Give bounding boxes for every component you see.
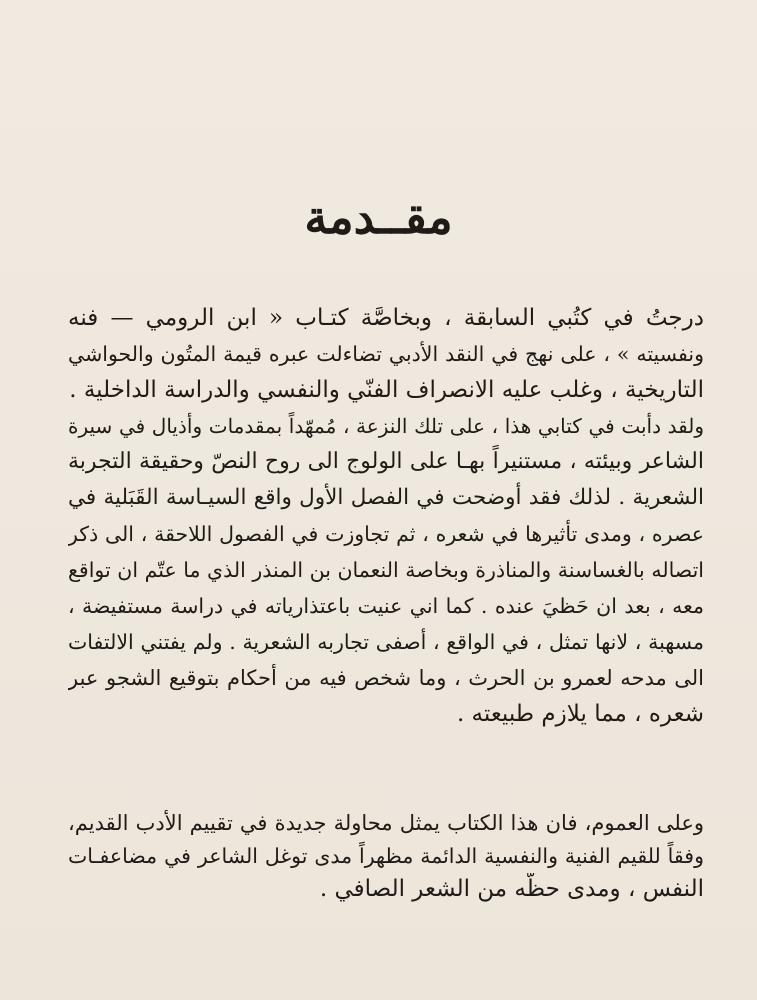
text-line: معه ، بعد ان حَظيَ عنده . كما اني عنيت باعتذارياته في دراسة مستفيضة ، [68, 594, 704, 618]
paragraph-2 [68, 807, 704, 906]
chapter-title: مقــدمة [304, 190, 453, 244]
text-line: الشعرية . لذلك فقد أوضحت في الفصل الأول واقع السيـاسة القَبَلية في [68, 485, 704, 510]
text-line: ونفسيته » ، على نهج في النقد الأدبي تضاءلت عبره قيمة المتُون والحواشي [68, 342, 704, 366]
text-line: الى مدحه لعمرو بن الحرث ، وما شخص فيه من أحكام بتوقيع الشجو عبر [68, 666, 704, 690]
text-line: ولقد دأبت في كتابي هذا ، على تلك النزعة ، مُمهّداً بمقدمات وأذيال في سيرة [68, 414, 704, 438]
text-line: مسهبة ، لانها تمثل ، في الواقع ، أصفى تجاربه الشعرية . ولم يفتني الالتفات [68, 630, 704, 654]
text-line: الشاعر وبيئته ، مستنيراً بهـا على الولوج الى روح النصّ وحقيقة التجربة [68, 449, 704, 474]
text-line: اتصاله بالغساسنة والمناذرة وبخاصة النعمان بن المنذر الذي ما عتّم ان تواقع [68, 558, 704, 582]
text-line: شعره ، مما يلازم طبيعته . [456, 701, 704, 727]
text-line: وفقاً للقيم الفنية والنفسية الدائمة مظهراً مدى توغل الشاعر في مضاعفـات [68, 844, 704, 868]
paragraph-1 [68, 300, 704, 732]
text-line: النفس ، ومدى حظّه من الشعر الصافي . [319, 876, 704, 902]
text-line: عصره ، ومدى تأثيرها في شعره ، ثم تجاوزت في الفصول اللاحقة ، الى ذكر [68, 522, 704, 546]
text-line: درجتُ في كتُبي السابقة ، وبخاصَّة كتـاب « ابن الرومي — فنه [68, 305, 704, 331]
text-line: التاريخية ، وغلب عليه الانصراف الفنّي والنفسي والدراسة الداخلية . [69, 377, 704, 403]
text-line: وعلى العموم، فان هذا الكتاب يمثل محاولة جديدة في تقييم الأدب القديم، [68, 811, 704, 835]
